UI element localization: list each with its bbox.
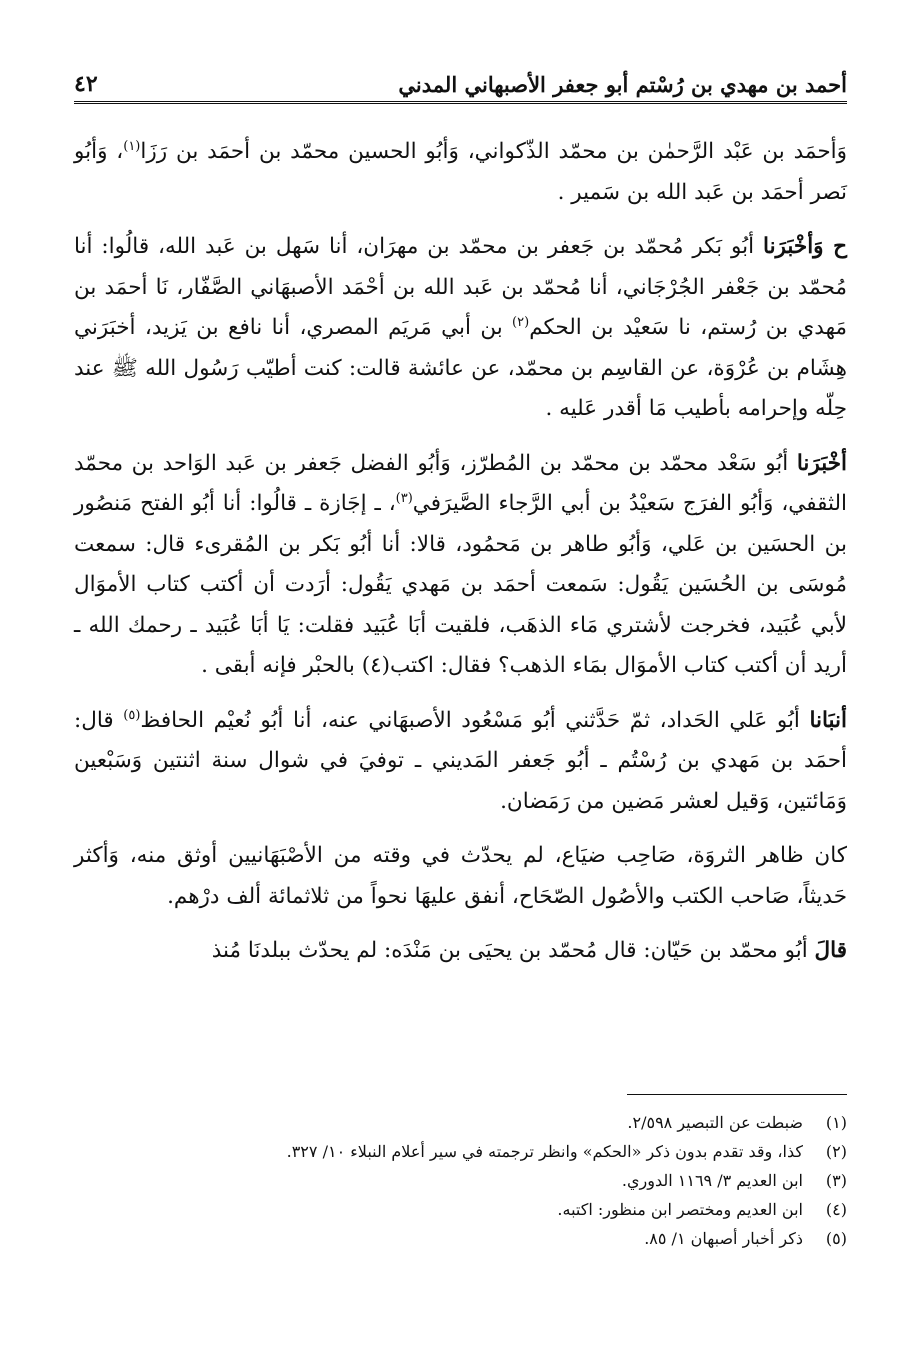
paragraph-lead: أنبَانا bbox=[809, 707, 847, 733]
footnote-divider bbox=[627, 1094, 847, 1095]
footnote bbox=[74, 1195, 847, 1224]
footnote-number: (١) bbox=[825, 1113, 847, 1132]
page-header bbox=[74, 62, 847, 104]
footnote-number: (٤) bbox=[825, 1200, 847, 1219]
paragraph-text: أبُو بَكر مُحمّد بن جَعفر بن محمّد بن مهرَان، أنا سَهل بن عَبد الله، قالُوا: أنا مُحمّد بن جَعْفر الجُرْجَاني، أنا مُحمّد بن عَبد الله بن أحْمَد الأصبهَاني الصَّفّار، نَا أحمَد بن مَهدي بن رُستم، نا سَعيْد بن الحكم bbox=[74, 234, 847, 340]
paragraph-tail: بن أبي مَريَم المصري، أنا نافع بن يَزيد، أخبَرَني هِشَام بن عُرْوَة، عن القاسِم بن محمّد، عن عائشة قالت: كنت أطيّب رَسُول الله ﷺ عند حِلّه وإحرامه بأطيب مَا أقدر عَليه . bbox=[74, 315, 847, 421]
paragraph-text: أبُو عَلي الحَداد، ثمّ حَدَّثني أبُو مَسْعُود الأصبهَاني عنه، أنا أبُو نُعيْم الحافظ bbox=[140, 707, 810, 733]
paragraph bbox=[74, 701, 847, 823]
footnote-text: ابن العديم ومختصر ابن منظور: اكتبه. bbox=[557, 1200, 803, 1219]
paragraph bbox=[74, 227, 847, 430]
paragraph bbox=[74, 836, 847, 917]
paragraph-text: وَأحمَد بن عَبْد الرَّحمٰن بن محمّد الذّكواني، وَأبُو الحسين محمّد بن أحمَد بن رَزَا bbox=[140, 139, 847, 164]
paragraph bbox=[74, 132, 847, 213]
page-number: ٤٢ bbox=[74, 71, 98, 97]
footnote-text: ضبطت عن التبصير ٢/٥٩٨. bbox=[627, 1113, 803, 1132]
footnote-number: (٥) bbox=[825, 1229, 847, 1248]
footnote bbox=[74, 1108, 847, 1137]
paragraph-text: أبُو سَعْد محمّد بن محمّد بن المُطرّز، وَأبُو الفضل جَعفر بن عَبد الوَاحد بن محمّد الثقفي، وَأبُو الفرَج سَعيْدُ بن أبي الرَّجاء الصَّيرَفي bbox=[74, 450, 847, 516]
paragraph-text: كان ظاهر الثروَة، صَاحِب ضيَاع، لم يحدّث في وقته من الأصْبَهَانيين أوثق منه، وَأكثر حَديثاً، صَاحب الكتب والأصُول الصّحَاح، أنفق عليهَا نحواً من ثلاثمائة ألف درْهم. bbox=[74, 843, 847, 909]
paragraph bbox=[74, 931, 847, 972]
paragraph-lead: قالَ bbox=[814, 938, 847, 963]
paragraph-tail: ، وَأبُو نَصر أحمَد بن عَبد الله بن سَمير . bbox=[74, 139, 847, 205]
footnote bbox=[74, 1224, 847, 1253]
footnote-ref: (١) bbox=[123, 138, 141, 154]
footnote-number: (٢) bbox=[825, 1142, 847, 1161]
footnotes bbox=[74, 1108, 847, 1253]
footnote-text: ذكر أخبار أصبهان ١/ ٨٥. bbox=[644, 1229, 803, 1248]
main-text bbox=[74, 132, 847, 986]
footnote-ref: (٢) bbox=[512, 314, 530, 330]
paragraph-lead: ح وَأخْبَرَنا bbox=[763, 234, 847, 259]
running-title: أحمد بن مهدي بن رُسْتم أبو جعفر الأصبهاني المدني bbox=[398, 72, 847, 97]
paragraph bbox=[74, 444, 847, 687]
footnote-text: كذا، وقد تقدم بدون ذكر «الحكم» وانظر ترجمته في سير أعلام النبلاء ١٠/ ٣٢٧. bbox=[286, 1142, 803, 1161]
footnote bbox=[74, 1166, 847, 1195]
paragraph-tail: ، ـ إجَازة ـ قالُوا: أنا أبُو الفتح مَنصُور بن الحسَين بن عَلي، وَأبُو طاهر بن مَحمُود، قالا: أنا أبُو بَكر بن المُقرىء قال: سمعت مُوسَى بن الحُسَين يَقُول: سَمعت أحمَد بن مَهدي يَقُول: أرَدت أن أكتب كتاب الأموَال لأبي عُبَيد، فخرجت لأشتري مَاء الذهَب، فلقيت أبَا عُبَيد فقلت: يَا أبَا عُبَيد ـ رحمك الله ـ أريد أن أكتب كتاب الأموَال بمَاء الذهب؟ فقال: اكتب(٤) بالحبْر فإنه أبقى . bbox=[74, 491, 847, 678]
footnote-text: ابن العديم ٣/ ١١٦٩ الدوري. bbox=[621, 1171, 803, 1190]
paragraph-lead: أخْبَرَنا bbox=[796, 450, 847, 476]
footnote bbox=[74, 1137, 847, 1166]
paragraph-text: أبُو محمّد بن حَيّان: قال مُحمّد بن يحيَى بن مَنْدَه: لم يحدّث ببلدنَا مُنذ bbox=[211, 938, 815, 963]
footnote-number: (٣) bbox=[825, 1171, 847, 1190]
paragraph-tail: قال: أحمَد بن مَهدي بن رُسْتُم ـ أبُو جَعفر المَديني ـ توفيَ في شوال سنة اثنتين وَسَبْعين وَمَائتين، وَقيل لعشر مَضين من رَمَضان. bbox=[74, 707, 847, 814]
footnote-ref: (٥) bbox=[123, 707, 141, 723]
footnote-ref: (٣) bbox=[395, 490, 413, 506]
